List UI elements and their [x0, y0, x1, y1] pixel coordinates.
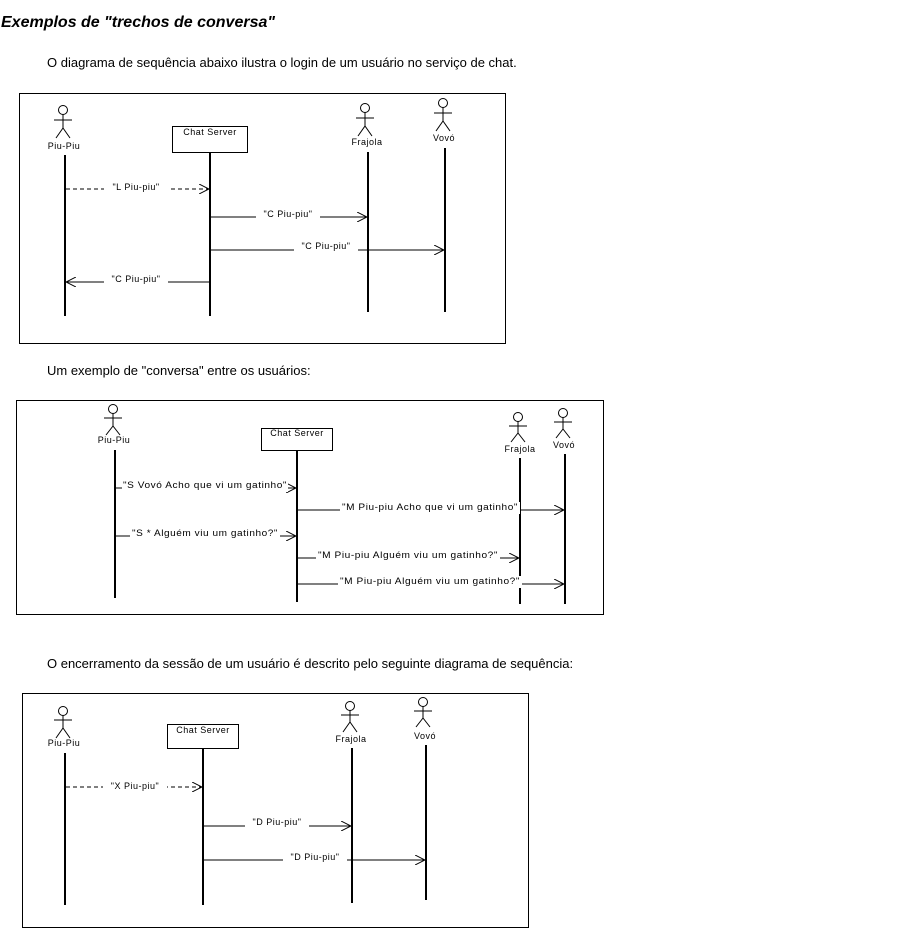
actor-frajola-label: Frajola [351, 137, 383, 147]
diagram-frame-3 [23, 694, 529, 928]
message-connect-vovo-label: "C Piu-piu" [301, 241, 351, 251]
actor-vovo-icon [434, 99, 452, 132]
actor-frajola-icon [356, 104, 374, 137]
message-connect-piu [66, 274, 209, 286]
message-disconnect-frajola [204, 817, 351, 829]
actor-piu-piu-label: Piu-Piu [97, 435, 131, 445]
message-disconnect-vovo-label: "D Piu-piu" [290, 852, 340, 862]
message-exit [66, 780, 202, 792]
message-deliver-frajola [298, 550, 519, 562]
actor-piu-piu-icon [104, 405, 122, 436]
message-send-all-label: "S * Alguém viu um gatinho?" [132, 528, 278, 538]
message-connect-frajola-label: "C Piu-piu" [263, 209, 313, 219]
message-exit-label: "X Piu-piu" [110, 781, 160, 791]
actor-frajola-icon [509, 413, 527, 443]
server-label: Chat Server [270, 428, 324, 438]
server-label: Chat Server [183, 127, 237, 137]
actor-vovo-label: Vovó [552, 440, 576, 450]
message-send-vovo-label: "S Vovó Acho que vi um gatinho" [123, 480, 287, 490]
actor-frajola-label: Frajola [335, 734, 367, 744]
intro-logout: O encerramento da sessão de um usuário é descrito pelo seguinte diagrama de sequência: [47, 656, 574, 671]
actor-piu-piu-label: Piu-Piu [47, 738, 81, 748]
message-deliver-vovo-2 [298, 576, 564, 588]
message-login [66, 182, 209, 194]
actor-frajola-label: Frajola [504, 444, 536, 454]
message-connect-vovo [211, 241, 444, 254]
actor-piu-piu-label: Piu-Piu [47, 141, 81, 151]
message-deliver-frajola-label: "M Piu-piu Alguém viu um gatinho?" [318, 550, 498, 560]
conversation-sequence-diagram [17, 401, 604, 615]
message-deliver-vovo-label: "M Piu-piu Acho que vi um gatinho" [342, 502, 518, 512]
message-deliver-vovo-2-label: "M Piu-piu Alguém viu um gatinho?" [340, 576, 520, 586]
intro-login: O diagrama de sequência abaixo ilustra o login de um usuário no serviço de chat. [47, 55, 517, 70]
page-heading: Exemplos de "trechos de conversa" [1, 14, 275, 31]
actor-frajola-icon [341, 702, 359, 733]
message-disconnect-frajola-label: "D Piu-piu" [252, 817, 302, 827]
actor-vovo-icon [554, 409, 572, 439]
actor-piu-piu-icon [54, 707, 72, 739]
message-send-all [116, 528, 296, 540]
intro-conversation: Um exemplo de "conversa" entre os usuários: [47, 363, 311, 378]
actor-vovo-label: Vovó [413, 731, 437, 741]
message-disconnect-vovo [204, 852, 425, 864]
message-login-label: "L Piu-piu" [112, 182, 160, 192]
actor-vovo-icon [414, 698, 432, 728]
message-connect-frajola [211, 209, 367, 221]
actor-vovo-label: Vovó [432, 133, 456, 143]
actor-piu-piu-icon [54, 106, 72, 139]
server-label: Chat Server [176, 725, 230, 735]
message-deliver-vovo [298, 502, 564, 514]
message-connect-piu-label: "C Piu-piu" [111, 274, 161, 284]
logout-sequence-diagram [23, 694, 529, 928]
message-send-vovo [116, 480, 296, 492]
